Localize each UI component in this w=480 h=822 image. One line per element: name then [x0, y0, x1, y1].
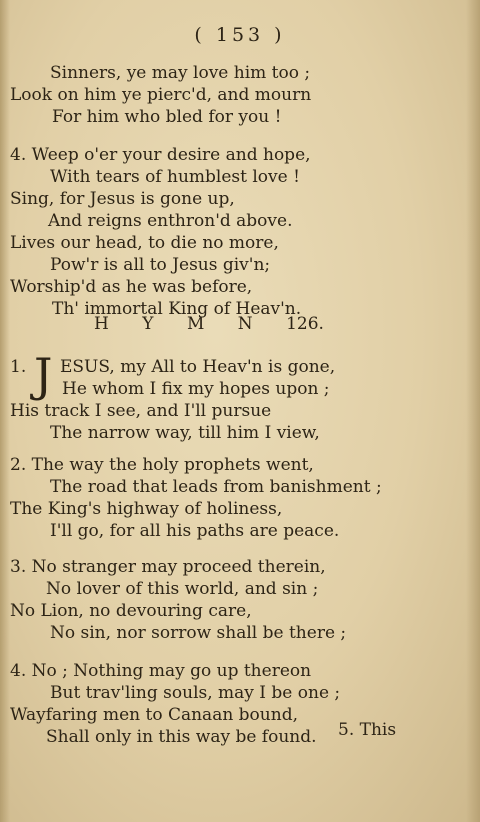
- verse-line: 4. No ; Nothing may go up thereon: [10, 661, 312, 681]
- verse-line: No sin, nor sorrow shall be there ;: [50, 623, 347, 643]
- verse-line: Shall only in this way be found.: [46, 727, 317, 747]
- verse-line: Worship'd as he was before,: [10, 277, 253, 297]
- catchword: 5. This: [338, 720, 397, 740]
- verse-line: 4. Weep o'er your desire and hope,: [10, 145, 311, 165]
- stanza-number: 1.: [10, 357, 27, 377]
- verse-line: ESUS, my All to Heav'n is gone,: [60, 357, 336, 377]
- verse-line: Lives our head, to die no more,: [10, 233, 279, 253]
- hymn-heading: [94, 314, 324, 334]
- verse-line: 2. The way the holy prophets went,: [10, 455, 314, 475]
- verse-line: The King's highway of holiness,: [10, 499, 283, 519]
- verse-line: Sinners, ye may love him too ;: [50, 63, 311, 83]
- verse-line: With tears of humblest love !: [50, 167, 300, 187]
- drop-cap: J: [34, 348, 53, 402]
- hymn-heading-letter: M: [186, 314, 205, 334]
- verse-line: Th' immortal King of Heav'n.: [52, 299, 302, 319]
- page-edge-right: [466, 0, 480, 822]
- verse-line: For him who bled for you !: [52, 107, 282, 127]
- verse-line: I'll go, for all his paths are peace.: [50, 521, 340, 541]
- verse-line: The road that leads from banishment ;: [50, 477, 382, 497]
- verse-line: But trav'ling souls, may I be one ;: [50, 683, 341, 703]
- verse-line: 3. No stranger may proceed therein,: [10, 557, 326, 577]
- hymn-heading-letter: Y: [142, 314, 154, 334]
- hymn-number: 126.: [286, 314, 324, 334]
- hymn-heading-letter: N: [237, 314, 253, 334]
- verse-line: Sing, for Jesus is gone up,: [10, 189, 235, 209]
- verse-line: Look on him ye pierc'd, and mourn: [10, 85, 312, 105]
- verse-line: And reigns enthron'd above.: [48, 211, 293, 231]
- page-edge-left: [0, 0, 10, 822]
- verse-line: His track I see, and I'll pursue: [10, 401, 272, 421]
- verse-line: No lover of this world, and sin ;: [46, 579, 319, 599]
- hymn-heading-letter: H: [94, 314, 109, 334]
- verse-line: Pow'r is all to Jesus giv'n;: [50, 255, 271, 275]
- verse-line: The narrow way, till him I view,: [50, 423, 320, 443]
- verse-line: He whom I fix my hopes upon ;: [62, 379, 330, 399]
- verse-line: Wayfaring men to Canaan bound,: [10, 705, 298, 725]
- verse-line: No Lion, no devouring care,: [10, 601, 252, 621]
- page-number: ( 153 ): [194, 24, 286, 46]
